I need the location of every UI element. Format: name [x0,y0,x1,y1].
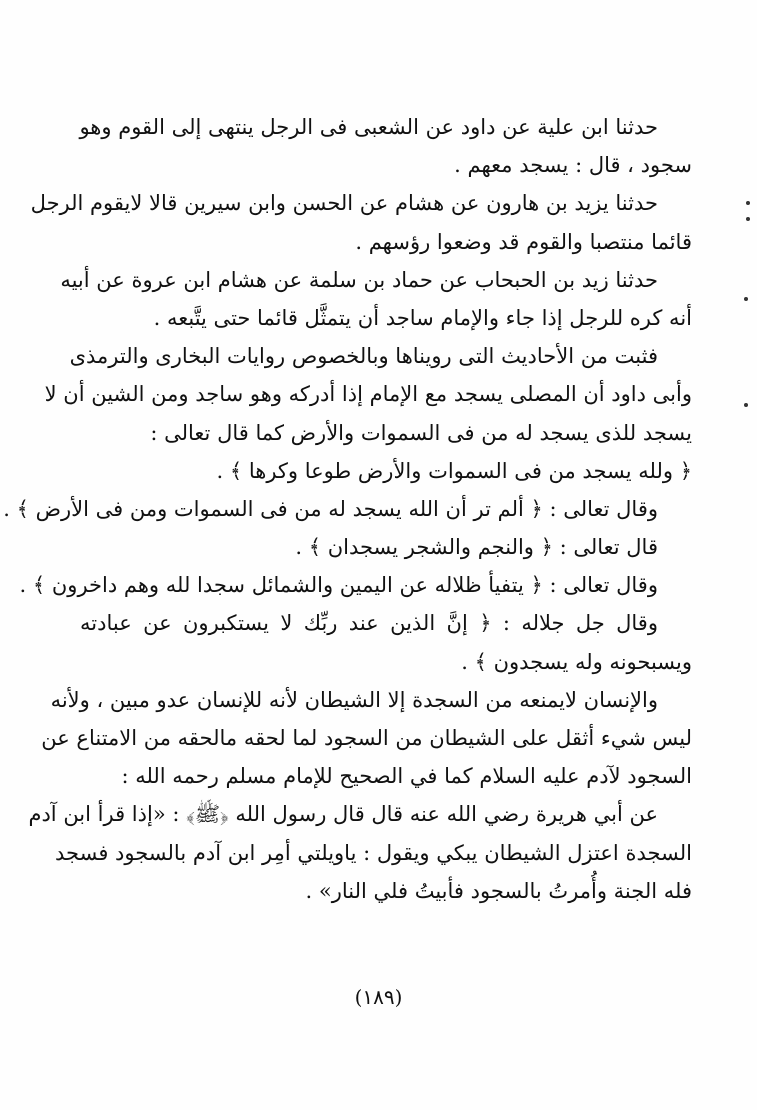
margin-mark [746,201,750,205]
text-line: ليس شيء أثقل على الشيطان من السجود لما لحقه مالحقه من الامتناع عن [41,726,692,750]
margin-mark [744,403,748,407]
margin-mark [746,217,750,221]
text-line: والإنسان لايمنعه من السجدة إلا الشيطان لأنه للإنسان عدو مبين ، ولأنه [50,687,658,712]
text-line: قائما منتصبا والقوم قد وضعوا رؤسهم . [355,229,692,254]
margin-mark [744,297,748,301]
text-line: أنه كره للرجل إذا جاء والإمام ساجد أن يتمثَّل قائما حتى يتَّبعه . [153,305,692,330]
text-line: السجدة اعتزل الشيطان يبكي ويقول : ياويلتي أمِر ابن آدم بالسجود فسجد [55,840,692,865]
text-line: وقال تعالى : ﴿ يتفيأ ظلاله عن اليمين والشمائل سجدا لله وهم داخرون ﴾ . [19,573,658,598]
text-line: يسجد للذى يسجد له من فى السموات والأرض كما قال تعالى : [150,420,692,445]
text-line: السجود لآدم عليه السلام كما في الصحيح للإمام مسلم رحمه الله : [121,764,692,789]
text-line: ويسبحونه وله يسجدون ﴾ . [461,649,692,674]
text-line: ﴿ ولله يسجد من فى السموات والأرض طوعا وكرها ﴾ . [216,458,692,483]
text-line: قال تعالى : ﴿ والنجم والشجر يسجدان ﴾ . [295,535,658,560]
text-line: وأبى داود أن المصلى يسجد مع الإمام إذا أدركه وهو ساجد ومن الشين أن لا [44,382,692,407]
page-number: (١٨٩) [354,985,403,1009]
text-line: سجود ، قال : يسجد معهم . [454,153,692,178]
text-line: فله الجنة وأُمرتُ بالسجود فأبيتُ فلي النار» . [305,878,692,903]
text-line: حدثنا ابن علية عن داود عن الشعبى فى الرجل ينتهى إلى القوم وهو [79,115,658,139]
text-line: حدثنا يزيد بن هارون عن هشام عن الحسن وابن سيرين قالا لايقوم الرجل [30,191,658,216]
text-line: فثبت من الأحاديث التى رويناها وبالخصوص روايات البخارى والترمذى [69,344,658,369]
text-line: وقال جل جلاله : ﴿ إنَّ الذين عند ربِّك لا يستكبرون عن عبادته [80,611,658,636]
body-text [3,108,692,910]
text-line: وقال تعالى : ﴿ ألم تر أن الله يسجد له من فى السموات ومن فى الأرض ﴾ . [3,496,658,521]
text-line: حدثنا زيد بن الحبحاب عن حماد بن سلمة عن هشام ابن عروة عن أبيه [60,267,658,292]
text-line: عن أبي هريرة رضي الله عنه قال قال رسول الله ﴿ﷺ﴾ : «إذا قرأ ابن آدم [28,802,658,827]
